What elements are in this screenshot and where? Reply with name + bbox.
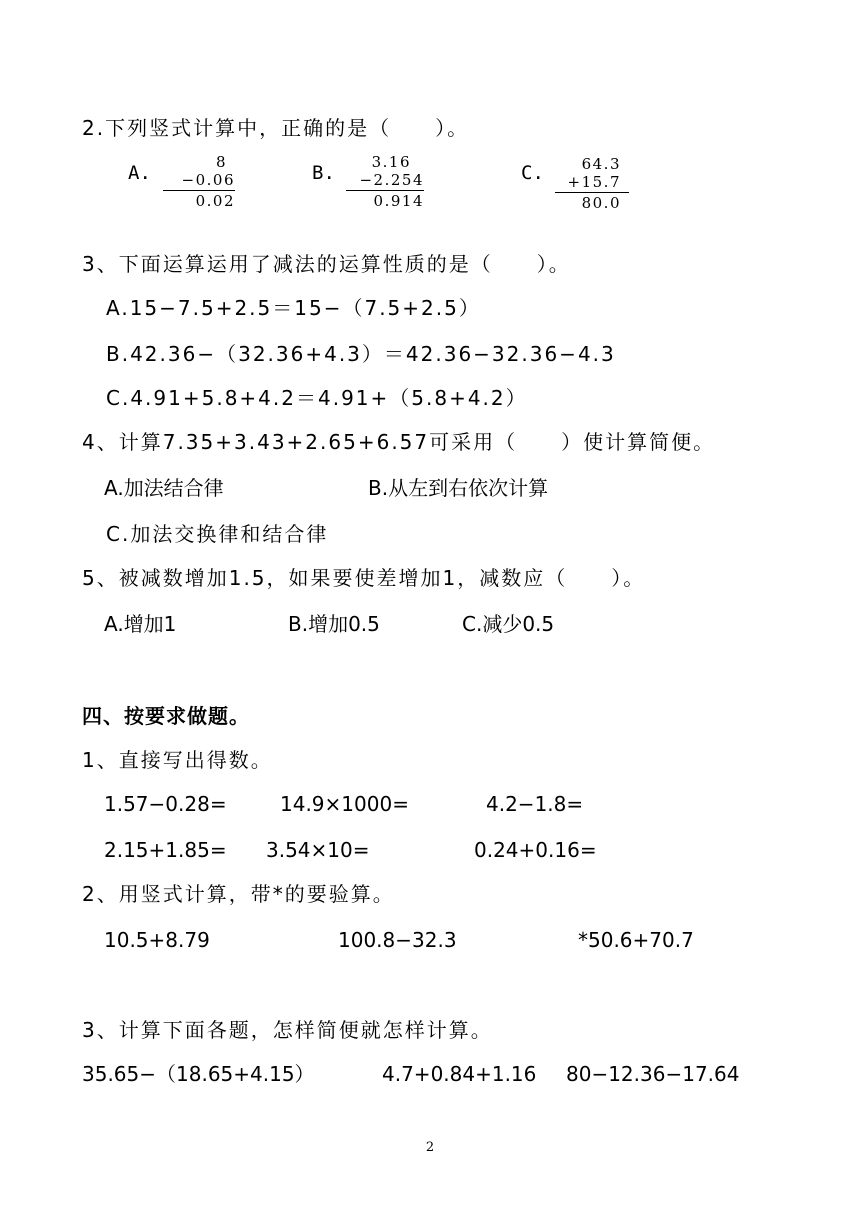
part3-item-3: 80−12.36−17.64: [566, 1062, 740, 1086]
part1-item-1: 1.57−0.28=: [104, 792, 227, 816]
q4-title: 4、计算7.35+3.43+2.65+6.57可采用（ ）使计算简便。: [82, 430, 716, 454]
q2-option-c-label: C.: [521, 162, 544, 184]
part1-item-5: 3.54×10=: [266, 838, 370, 862]
page-number: 2: [425, 1140, 435, 1155]
q2-option-c-result: 80.0: [581, 194, 621, 212]
part2-title: 2、用竖式计算，带*的要验算。: [82, 882, 395, 906]
section-heading: 四、按要求做题。: [82, 704, 250, 728]
q2-option-b-vertical: [346, 153, 424, 210]
part1-item-3: 4.2−1.8=: [486, 792, 584, 816]
q2-option-a-bottom: −0.06: [181, 171, 235, 189]
q2-option-c-rule: [555, 192, 629, 193]
part3-title: 3、计算下面各题，怎样简便就怎样计算。: [82, 1018, 493, 1042]
q2-option-b-rule: [346, 190, 424, 191]
part3-item-1: 35.65−（18.65+4.15）: [82, 1062, 315, 1086]
q5-option-b: B.增加0.5: [288, 612, 380, 636]
q2-option-c-bottom: +15.7: [567, 173, 621, 191]
part1-item-2: 14.9×1000=: [280, 792, 409, 816]
q3-option-c: C.4.91+5.8+4.2＝4.91+（5.8+4.2）: [106, 386, 528, 410]
q5-title: 5、被减数增加1.5，如果要使差增加1，减数应（ ）。: [82, 566, 646, 590]
part1-title: 1、直接写出得数。: [82, 748, 273, 772]
q2-option-a-vertical: [163, 153, 235, 210]
q2-option-b-bottom: −2.254: [359, 171, 424, 189]
q2-option-c-vertical: [555, 155, 629, 212]
q5-option-c: C.减少0.5: [462, 612, 555, 636]
q2-option-b-top: 3.16: [371, 153, 411, 171]
q2-option-c-top: 64.3: [581, 155, 621, 173]
part1-item-6: 0.24+0.16=: [474, 838, 597, 862]
q2-option-a-rule: [163, 190, 235, 191]
q4-option-a: A.加法结合律: [104, 476, 224, 500]
part2-item-2: 100.8−32.3: [338, 928, 457, 952]
q2-option-b-result: 0.914: [373, 192, 424, 210]
q3-option-b: B.42.36−（32.36+4.3）＝42.36−32.36−4.3: [106, 342, 616, 366]
q2-option-a-top: 8: [215, 153, 227, 171]
q2-option-a-result: 0.02: [195, 192, 235, 210]
q2-title: 2.下列竖式计算中，正确的是（ ）。: [82, 116, 470, 140]
part2-item-1: 10.5+8.79: [104, 928, 210, 952]
q4-option-b: B.从左到右依次计算: [368, 476, 549, 500]
part2-item-3: *50.6+70.7: [578, 928, 694, 952]
q2-option-a-label: A.: [128, 162, 151, 184]
q2-option-b-label: B.: [312, 162, 335, 184]
part1-item-4: 2.15+1.85=: [104, 838, 227, 862]
q3-option-a: A.15−7.5+2.5＝15−（7.5+2.5）: [106, 296, 481, 320]
q3-title: 3、下面运算运用了减法的运算性质的是（ ）。: [82, 252, 571, 276]
q4-option-c: C.加法交换律和结合律: [106, 522, 329, 546]
q5-option-a: A.增加1: [104, 612, 177, 636]
part3-item-2: 4.7+0.84+1.16: [382, 1062, 537, 1086]
